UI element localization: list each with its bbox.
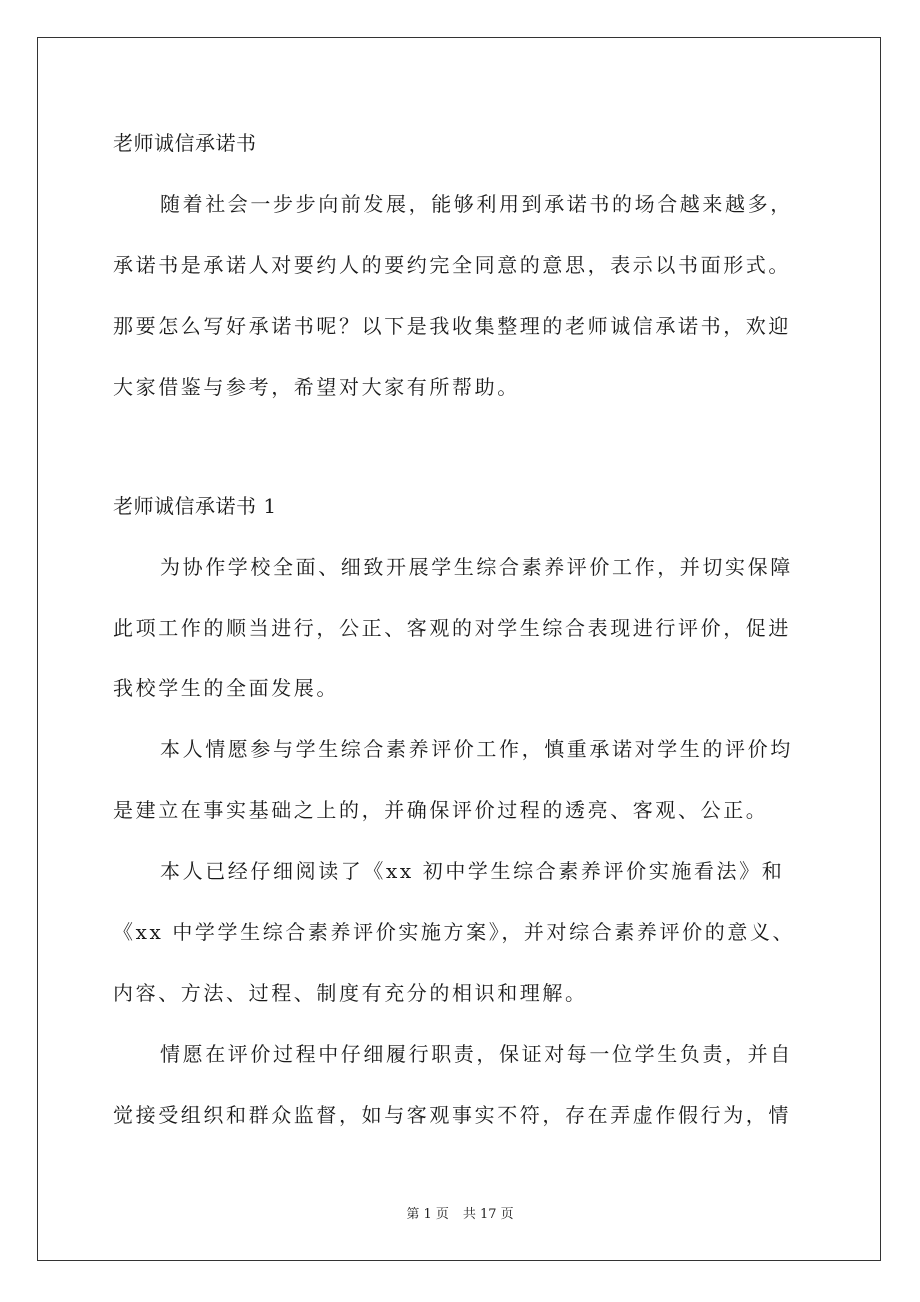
paragraph-line: 内容、方法、过程、制度有充分的相识和理解。 [113, 981, 588, 1005]
paragraph-line: 情愿在评价过程中仔细履行职责，保证对每一位学生负责，并自 [160, 1042, 793, 1066]
paragraph-line: 是建立在事实基础之上的，并确保评价过程的透亮、客观、公正。 [113, 798, 769, 822]
paragraph-line: 《xx 中学学生综合素养评价实施方案》，并对综合素养评价的意义、 [113, 920, 796, 944]
paragraph-line: 此项工作的顺当进行，公正、客观的对学生综合表现进行评价，促进 [113, 616, 791, 640]
page-border [37, 37, 881, 1261]
paragraph-line: 我校学生的全面发展。 [113, 676, 339, 700]
paragraph-line: 觉接受组织和群众监督，如与客观事实不符，存在弄虚作假行为，情 [113, 1103, 791, 1127]
intro-line: 随着社会一步步向前发展，能够利用到承诺书的场合越来越多， [160, 192, 793, 216]
paragraph-line: 为协作学校全面、细致开展学生综合素养评价工作，并切实保障 [160, 555, 793, 579]
total-pages-label: 共 17 页 [462, 1207, 514, 1222]
intro-line: 那要怎么写好承诺书呢？以下是我收集整理的老师诚信承诺书，欢迎 [113, 314, 791, 338]
current-page-label: 第 1 页 [406, 1207, 449, 1222]
intro-line: 承诺书是承诺人对要约人的要约完全同意的意思，表示以书面形式。 [113, 253, 791, 277]
paragraph-line: 本人已经仔细阅读了《xx 初中学生综合素养评价实施看法》和 [160, 859, 785, 883]
section-heading: 老师诚信承诺书 1 [113, 494, 277, 518]
document-title: 老师诚信承诺书 [113, 131, 257, 155]
page-footer [0, 1207, 920, 1223]
paragraph-line: 本人情愿参与学生综合素养评价工作，慎重承诺对学生的评价均 [160, 737, 793, 761]
intro-line: 大家借鉴与参考，希望对大家有所帮助。 [113, 375, 520, 399]
